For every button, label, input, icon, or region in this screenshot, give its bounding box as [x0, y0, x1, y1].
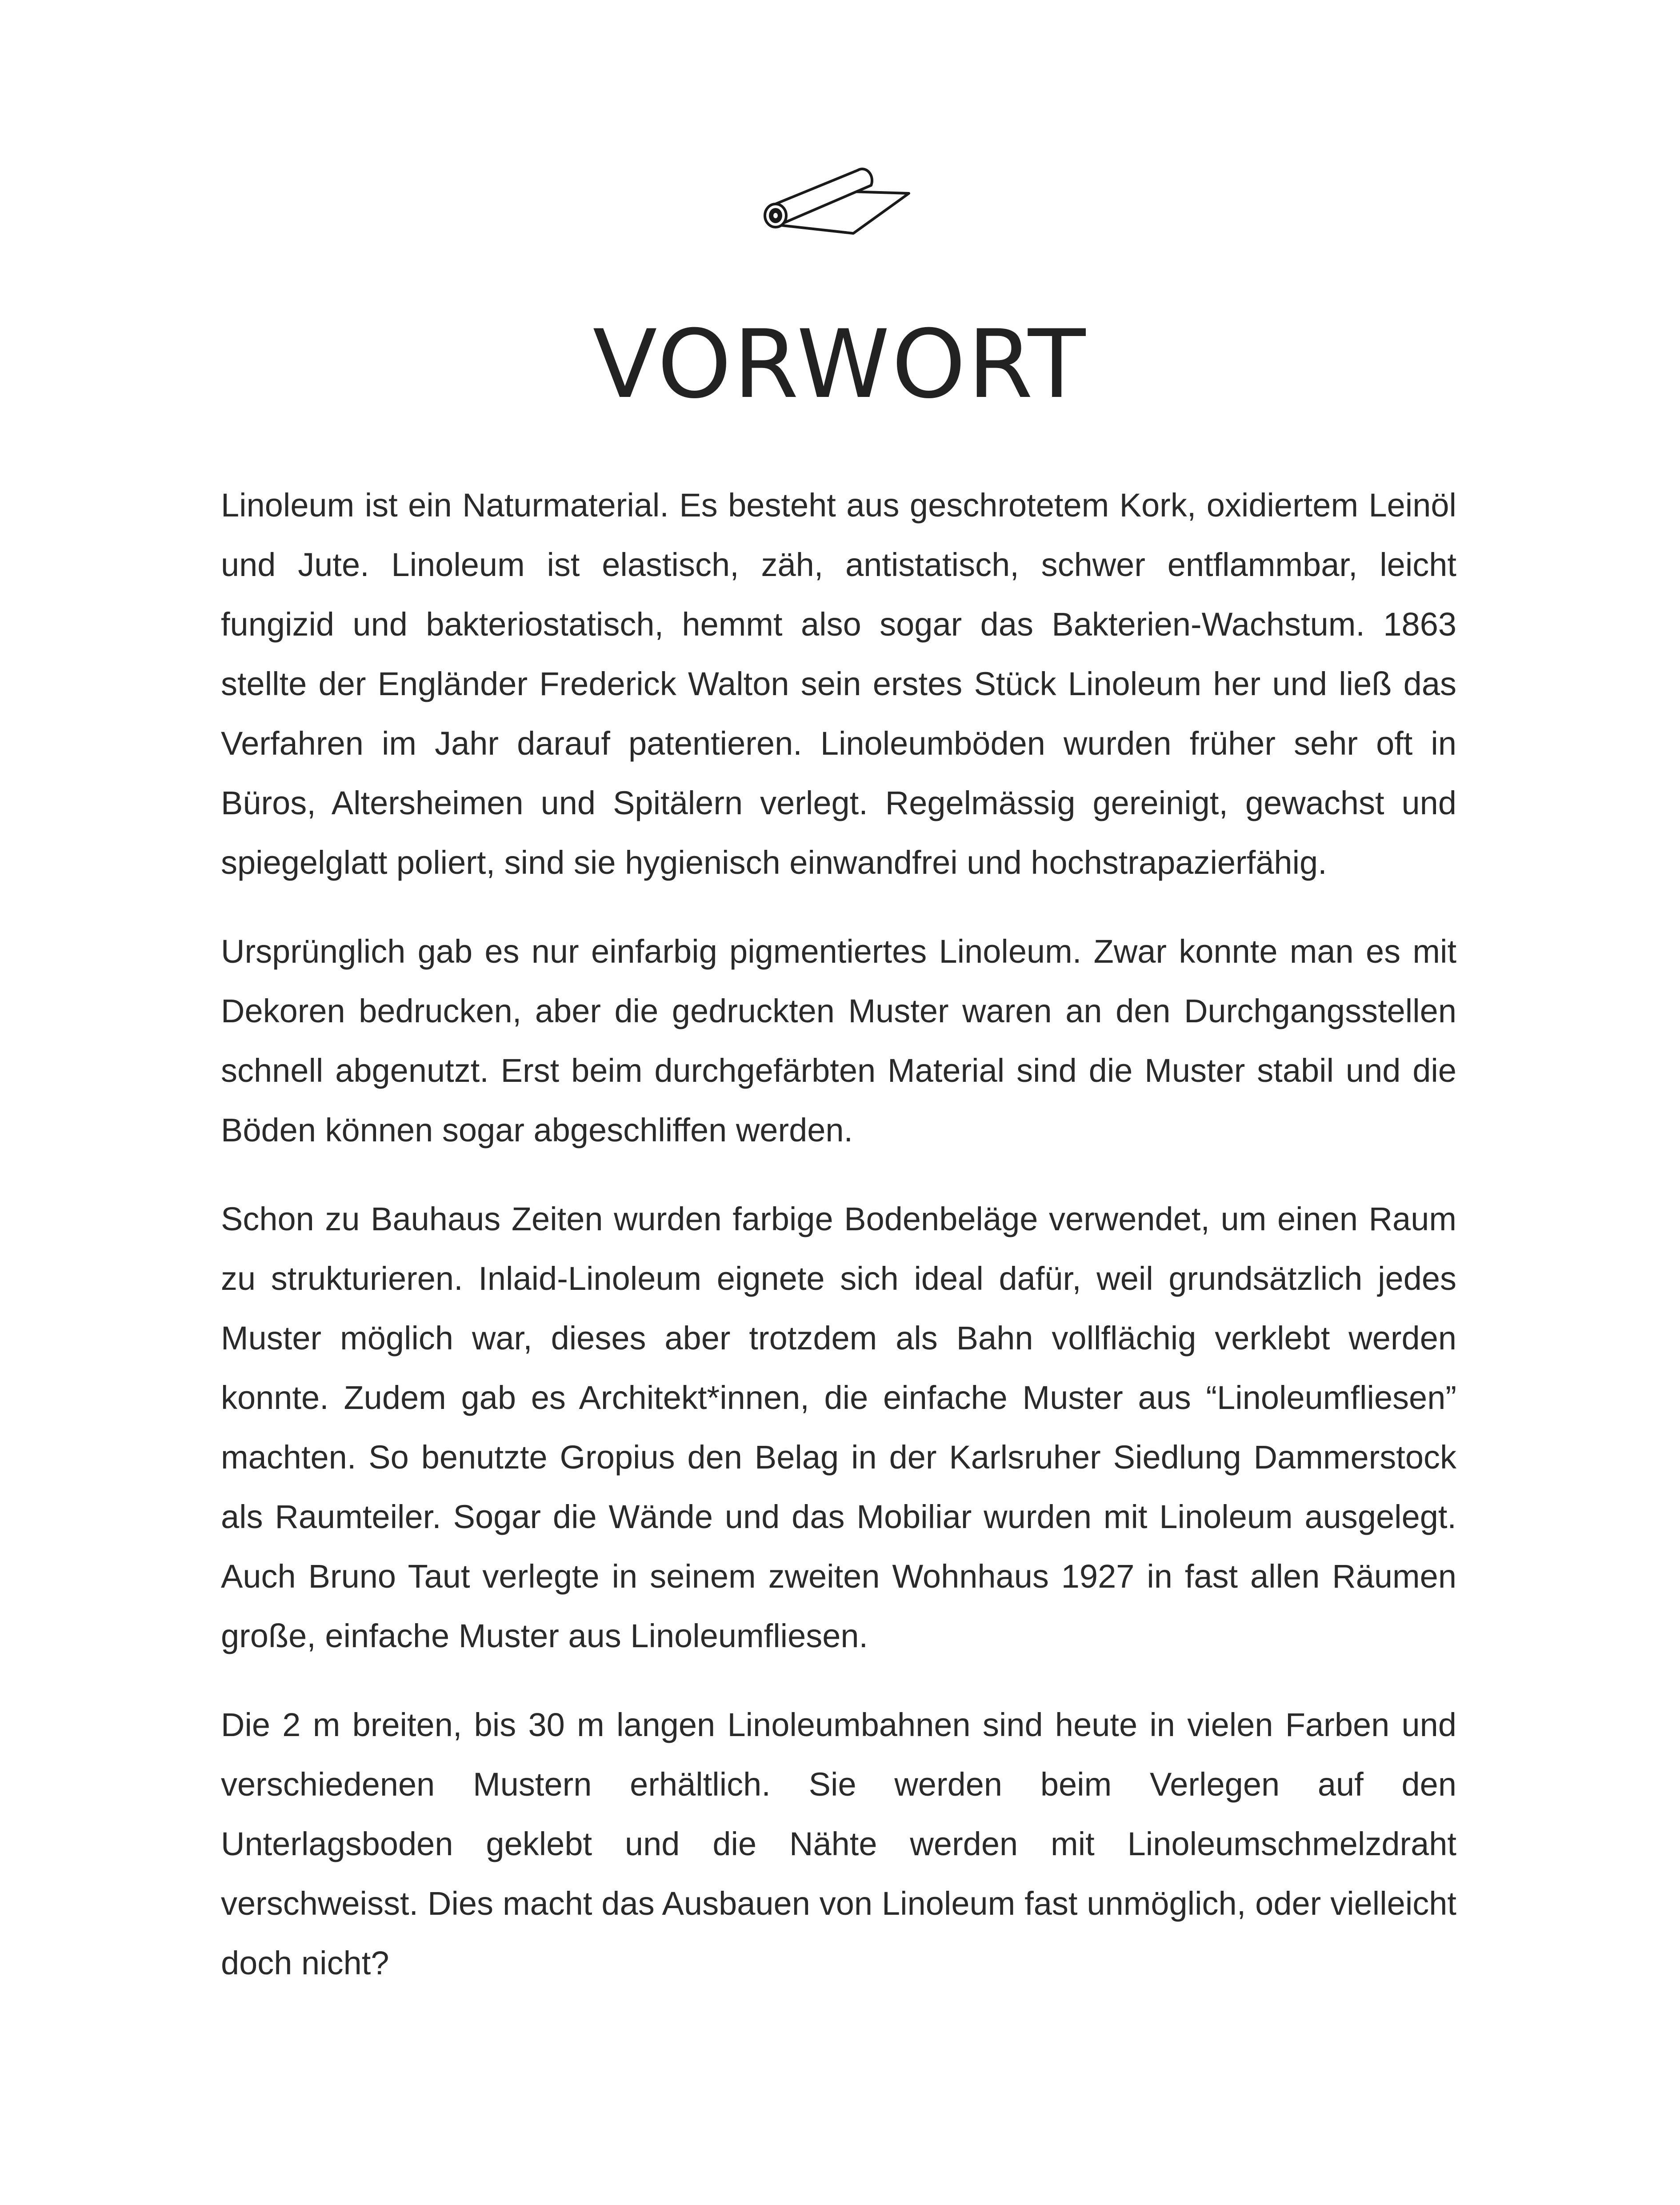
linoleum-roll-icon: [756, 158, 916, 238]
paragraph-2: Ursprünglich gab es nur einfarbig pigmentiertes Linoleum. Zwar konnte man es mit Dekoren bedrucken, aber die gedruckten Muster waren an den Durchgangsstellen schnell abgenutzt. Erst beim durchgefärbten Material sind die Muster stabil und die Böden können sogar abgeschliffen werden.: [221, 933, 1456, 1149]
paragraph-3: Schon zu Bauhaus Zeiten wurden farbige Bodenbeläge verwendet, um einen Raum zu strukturieren. Inlaid-Linoleum eignete sich ideal dafür, weil grundsätzlich jedes Muster möglich war, dieses aber trotzdem als Bahn vollflächig verklebt werden konnte. Zudem gab es Architekt*innen, die einfache Muster aus “Linoleumfliesen” machten. So benutzte Gropius den Belag in der Karlsruher Siedlung Dammerstock als Raumteiler. Sogar die Wände und das Mobiliar wurden mit Linoleum ausgelegt. Auch Bruno Taut verlegte in seinem zweiten Wohnhaus 1927 in fast allen Räumen große, einfache Muster aus Linoleumfliesen.: [221, 1201, 1456, 1654]
page-title: VORWORT: [592, 309, 1088, 419]
paragraph-1: Linoleum ist ein Naturmaterial. Es besteht aus geschrotetem Kork, oxidiertem Leinöl und Jute. Linoleum ist elastisch, zäh, antistatisch, schwer entflammbar, leicht fungizid und bakteriostatisch, hemmt also sogar das Bakterien-Wachstum. 1863 stellte der Engländer Frederick Walton sein erstes Stück Linoleum her und ließ das Verfahren im Jahr darauf patentieren. Linoleumböden wurden früher sehr oft in Büros, Altersheimen und Spitälern verlegt. Regelmässig gereinigt, gewachst und spiegelglatt poliert, sind sie hygienisch einwandfrei und hochstrapazierfähig.: [221, 487, 1456, 881]
paragraph-4: Die 2 m breiten, bis 30 m langen Linoleumbahnen sind heute in vielen Farben und verschiedenen Mustern erhältlich. Sie werden beim Verlegen auf den Unterlagsboden geklebt und die Nähte werden mit Linoleumschmelzdraht verschweisst. Dies macht das Ausbauen von Linoleum fast unmöglich, oder vielleicht doch nicht?: [221, 1706, 1456, 1981]
body-text: [221, 476, 1456, 2022]
